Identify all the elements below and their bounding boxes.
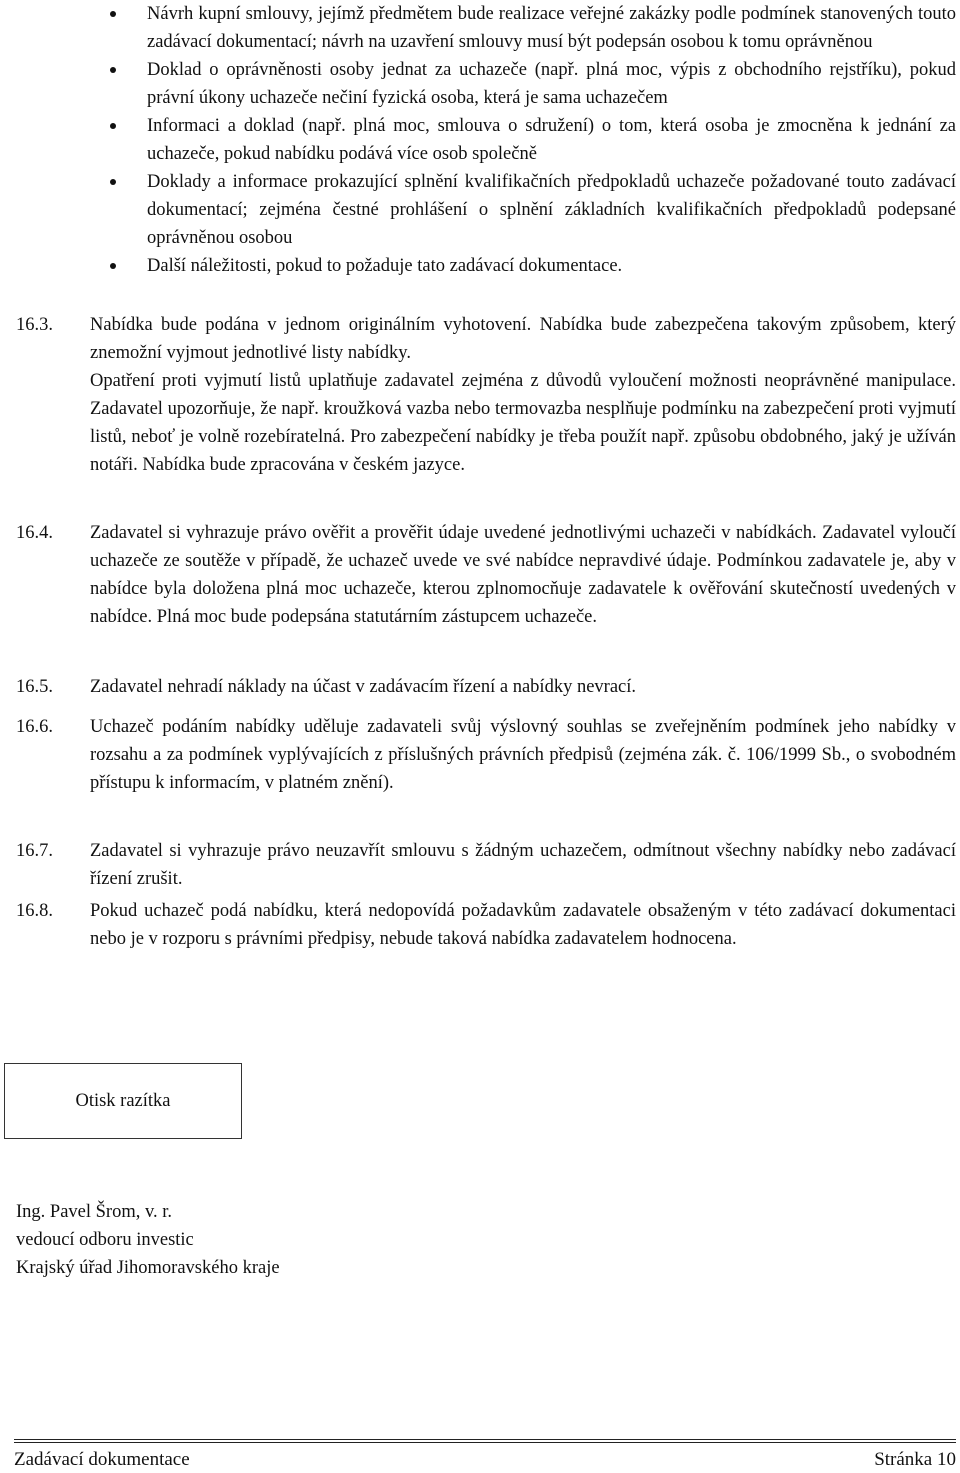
- section-16-4: [16, 519, 956, 631]
- footer-document-title: Zadávací dokumentace: [14, 1449, 190, 1470]
- bullet-icon: [110, 67, 116, 73]
- section-16-8: [16, 897, 956, 953]
- requirements-list: [110, 0, 956, 280]
- section-paragraph: Nabídka bude podána v jednom originálním vyhotovení. Nabídka bude zabezpečena takovým způsobem, který znemožní vyjmout jednotlivé listy nabídky.: [90, 315, 956, 363]
- section-paragraph: Uchazeč podáním nabídky uděluje zadavateli svůj výslovný souhlas se zveřejněním podmínek jeho nabídky v rozsahu a za podmínek vyplývajících z příslušných právních předpisů (zejména zák. č. 106/1999 Sb., o svobodném přístupu k informacím, v platném znění).: [90, 717, 956, 793]
- list-item: [110, 252, 956, 280]
- footer-divider: [14, 1442, 956, 1443]
- section-paragraph: Pokud uchazeč podá nabídku, která nedopovídá požadavkům zadavatele obsaženým v této zadávací dokumentaci nebo je v rozporu s právními předpisy, nebude taková nabídka zadavatelem hodnocena.: [90, 901, 956, 949]
- stamp-box: [4, 1063, 242, 1139]
- signatory-name: Ing. Pavel Šrom, v. r.: [16, 1202, 173, 1222]
- list-item-text: Další náležitosti, pokud to požaduje tato zadávací dokumentace.: [147, 256, 623, 276]
- section-number: 16.6.: [16, 717, 53, 737]
- list-item: [110, 112, 956, 168]
- section-paragraph: Zadavatel nehradí náklady na účast v zadávacím řízení a nabídky nevrací.: [90, 677, 637, 697]
- signature-block: [16, 1198, 280, 1282]
- list-item-text: Doklady a informace prokazující splnění kvalifikačních předpokladů uchazeče požadované touto zadávací dokumentací; zejména čestné prohlášení o splnění základních kvalifikačních předpokladů podepsané oprávněnou osobou: [147, 172, 956, 248]
- section-number: 16.4.: [16, 523, 53, 543]
- signatory-organization: Krajský úřad Jihomoravského kraje: [16, 1258, 280, 1278]
- section-16-6: [16, 713, 956, 797]
- list-item-text: Doklad o oprávněnosti osoby jednat za uchazeče (např. plná moc, výpis z obchodního rejstříku), pokud právní úkony uchazeče nečiní fyzická osoba, která je sama uchazečem: [147, 60, 956, 108]
- section-16-5: [16, 673, 956, 701]
- section-number: 16.7.: [16, 841, 53, 861]
- list-item: [110, 168, 956, 252]
- footer-divider: [14, 1439, 956, 1440]
- footer-page-number: Stránka 10: [874, 1449, 956, 1470]
- section-16-7: [16, 837, 956, 893]
- signatory-position: vedoucí odboru investic: [16, 1230, 194, 1250]
- section-paragraph: Opatření proti vyjmutí listů uplatňuje zadavatel zejména z důvodů vyloučení možnosti neoprávněné manipulace. Zadavatel upozorňuje, že např. kroužková vazba nebo termovazba nesplňuje podmínku na zabezpečení proti vyjmutí listů, neboť je volně rozebíratelná. Pro zabezpečení nabídky je třeba použít např. způsobu obdobného, jaký je užíván notáři. Nabídka bude zpracována v českém jazyce.: [90, 371, 956, 475]
- list-item-text: Návrh kupní smlouvy, jejímž předmětem bude realizace veřejné zakázky podle podmínek stanovených touto zadávací dokumentací; návrh na uzavření smlouvy musí být podepsán osobou k tomu oprávněnou: [147, 4, 956, 52]
- section-number: 16.3.: [16, 315, 53, 335]
- list-item: [110, 56, 956, 112]
- bullet-icon: [110, 11, 116, 17]
- section-number: 16.8.: [16, 901, 53, 921]
- list-item-text: Informaci a doklad (např. plná moc, smlouva o sdružení) o tom, která osoba je zmocněna k jednání za uchazeče, pokud nabídku podává více osob společně: [147, 116, 956, 164]
- section-paragraph: Zadavatel si vyhrazuje právo ověřit a prověřit údaje uvedené jednotlivými uchazeči v nabídkách. Zadavatel vyloučí uchazeče ze soutěže v případě, že uchazeč uvede ve své nabídce nepravdivé údaje. Podmínkou zadavatele je, aby v nabídce byla doložena plná moc uchazeče, kterou zplnomocňuje zadavatele k ověřování skutečností uvedených v nabídce. Plná moc bude podepsána statutárním zástupcem uchazeče.: [90, 523, 956, 627]
- section-16-3: [16, 311, 956, 479]
- stamp-label: Otisk razítka: [75, 1090, 171, 1111]
- bullet-icon: [110, 263, 116, 269]
- bullet-icon: [110, 123, 116, 129]
- list-item: [110, 0, 956, 56]
- page-footer: [14, 1447, 956, 1473]
- section-paragraph: Zadavatel si vyhrazuje právo neuzavřít smlouvu s žádným uchazečem, odmítnout všechny nabídky nebo zadávací řízení zrušit.: [90, 841, 956, 889]
- section-number: 16.5.: [16, 677, 53, 697]
- bullet-icon: [110, 179, 116, 185]
